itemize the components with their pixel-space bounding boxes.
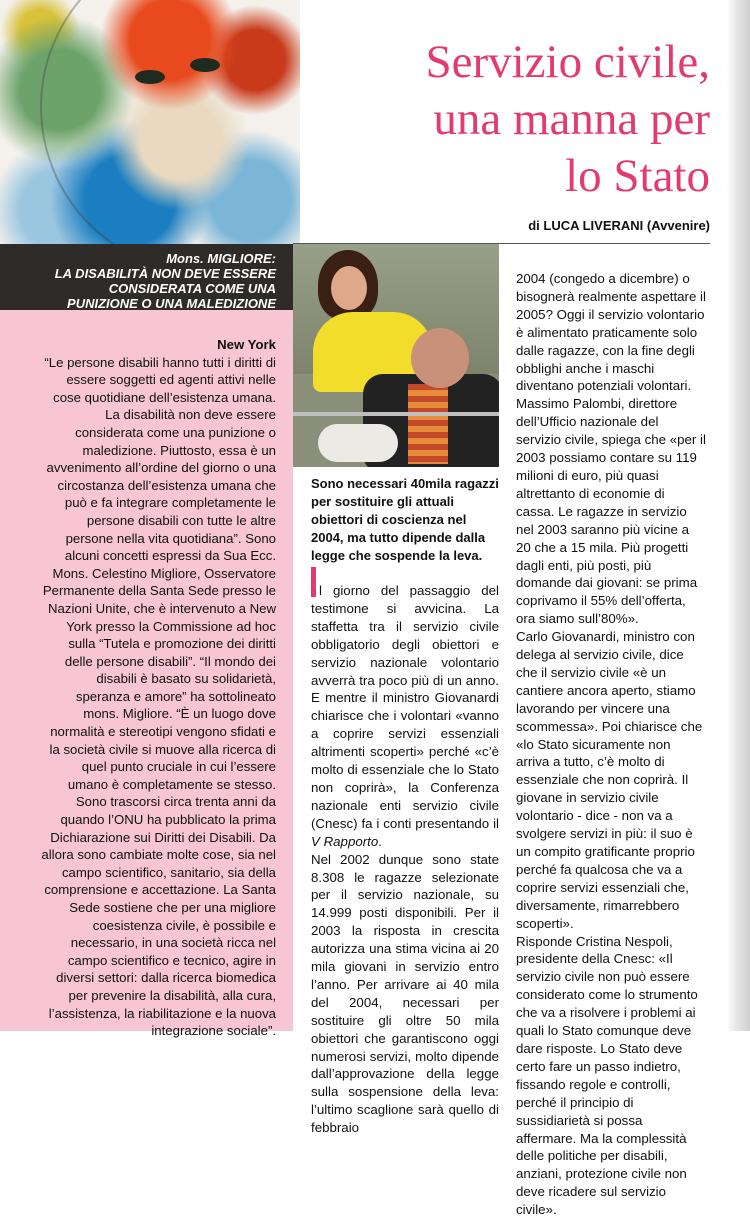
photo-woman-face <box>331 266 367 310</box>
sidebar-headline-line: CONSIDERATA COME UNA <box>108 281 276 296</box>
paragraph: Risponde Cristina Nespoli, presidente della Cnesc: «Il servizio civile non può essere considerato come lo strumento che va a risolvere i problemi ai quali lo Stato comunque deve dare risposte. Lo Stato deve certo fare un passo indietro, fissando regole e controlli, perché il principio di sussidiarietà si possa affermare. Ma la complessità delle politiche per disabili, anziani, protezione civile non deve ricadere sul servizio civile». <box>516 933 698 1218</box>
eye-shape <box>190 58 220 72</box>
eye-shape <box>135 70 165 84</box>
title-line: lo Stato <box>565 150 710 202</box>
sidebar-box <box>0 244 293 1039</box>
paragraph <box>311 567 499 851</box>
photo-man-head <box>411 328 469 388</box>
photo-pillow <box>318 424 398 462</box>
photo-blanket <box>408 384 448 464</box>
italic-title: V Rapporto <box>311 833 379 849</box>
paragraph: Carlo Giovanardi, ministro con delega al servizio civile, dice che il servizio civile «è un cantiere ancora aperto, stiamo lavorando per vincere una scommessa». Poi chiarisce che «lo Stato sicuramente non arriva a tutto, c’è molto di essenziale che non coprirà. Il giovane in servizio civile volontario - dice - non va a svolgere servizi in più: il suo è un compito gratificante proprio perché fa qualcosa che va a coprire servizi essenziali che, diversamente, rimarrebbero scoperti». <box>516 629 703 931</box>
article-photo <box>293 244 499 467</box>
title-line: Servizio civile, <box>425 36 710 88</box>
sidebar-headline-line: LA DISABILITÀ NON DEVE ESSERE <box>54 266 276 281</box>
drop-cap <box>311 567 316 597</box>
globe-face-illustration <box>0 0 300 244</box>
photo-caption: Sono necessari 40mila ragazzi per sostituire gli attuali obiettori di coscienza nel 2004, ma tutto dipende dalla legge che sospende la leva. <box>311 476 499 563</box>
paragraph-text: l giorno del passaggio del testimone si avvicina. La staffetta tra il servizio civile obbligatorio degli obiettori e servizio nazionale volontario avverrà tra poco più di un anno. E mentre il ministro Giovanardi chiarisce che i volontari «vanno a coprire servizi essenziali altrimenti scoperti» perché «c’è molto di essenziale che lo Stato non coprirà», la Conferenza nazionale enti servizio civile (Cnesc) fa i conti presentando il <box>311 583 499 831</box>
sidebar-body <box>40 336 276 1040</box>
paragraph: Massimo Palombi, direttore dell’Ufficio nazionale del servizio civile, spiega che «per il 2003 possiamo contare su 119 milioni di euro, più quasi altrettanto di economie di cassa. Le ragazze in servizio nel 2003 saranno più vicine a 20 che a 15 mila. Più progetti dagli enti, più posti, più domande dai giovani: se prima coprivamo il 55% dell’offerta, ora siamo sull’80%». <box>516 396 706 627</box>
article-title <box>425 34 710 205</box>
paragraph: Nel 2002 dunque sono state 8.308 le ragazze selezionate per il servizio nazionale, su 14.999 posti disponibili. Per il 2003 la risposta in crescita autorizza una stima vicina ai 20 mila giovani in servizio entro l’anno. Per arrivare ai 40 mila del 2004, necessari per sostituire gli oltre 50 mila obiettori che garantiscono oggi numerosi servizi, molto dipende dall’approvazione della legge sulla sospensione della leva: l’ultimo scaglione sarà quello di febbraio <box>311 851 499 1136</box>
article-column-2 <box>311 567 499 1137</box>
globe-arc <box>40 0 300 244</box>
paragraph-text: . <box>378 833 382 849</box>
sidebar-headline <box>0 244 293 310</box>
byline: di LUCA LIVERANI (Avvenire) <box>528 218 710 233</box>
photo-bed-rail <box>293 412 499 416</box>
page-edge <box>726 0 750 1031</box>
sidebar-body-text: “Le persone disabili hanno tutti i diritti di essere soggetti ed agenti attivi nelle cose quotidiane dell’esistenza umana. La disabilità non deve essere considerata come una punizione o maledizione. Piuttosto, essa è un avvenimento all’ordine del giorno o una circostanza dell’esistenza umana che può e fa integrare completamente le persone disabili con tutte le altre persone nella vita quotidiana”. Sono alcuni concetti espressi da Sua Ecc. Mons. Celestino Migliore, Osservatore Permanente della Santa Sede presso le Nazioni Unite, che è intervenuto a New York presso la Commissione ad hoc sulla “Tutela e promozione dei diritti delle persone disabili”. “Il mondo dei disabili è basato su solidarietà, speranza e amore” ha sottolineato mons. Migliore. “È un luogo dove normalità e stereotipi vengono sfidati e la società civile si muove alla ricerca di quel punto cruciale in cui l’essere umano è completamente se stesso. Sono trascorsi circa trenta anni da quando l’ONU ha pubblicato la prima Dichiarazione sui Diritti dei Disabili. Da allora sono cambiate molte cose, sia nel campo scientifico, sanitario, sia della comprensione e accettazione. La Santa Sede sostiene che per una migliore coesistenza civile, è possibile e necessario, in una società ricca nel campo scientifico e tecnico, agire in diversi settori: dalla ricerca biomedica per prevenire la disabilità, alla cura, l’assistenza, la riabilitazione e la nuova integrazione sociale”. <box>41 354 276 1039</box>
dateline: New York <box>217 337 276 352</box>
sidebar-headline-line: PUNIZIONE O UNA MALEDIZIONE <box>67 296 276 311</box>
title-line: una manna per <box>433 93 710 145</box>
article-column-3 <box>516 270 706 1219</box>
paragraph: 2004 (congedo a dicembre) o bisognerà realmente aspettare il 2005? Oggi il servizio volontario è alimentato praticamente solo dalle ragazze, con la fine degli obblighi anche i maschi diventano potenziali volontari. <box>516 271 706 394</box>
sidebar-kicker: Mons. MIGLIORE: <box>166 251 276 266</box>
